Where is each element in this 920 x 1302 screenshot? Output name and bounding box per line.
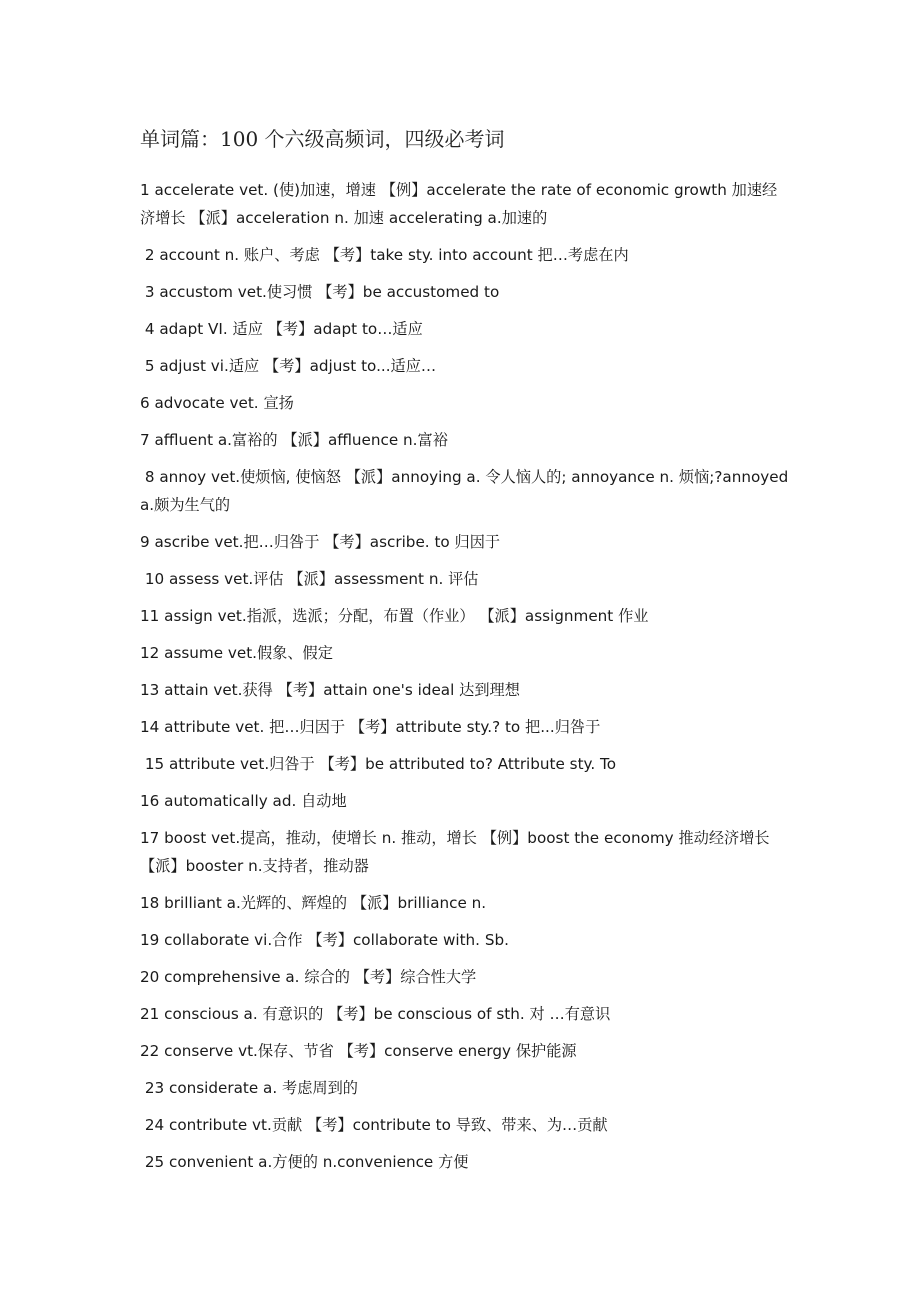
vocabulary-entry: 8 annoy vet.使烦恼, 使恼怒 【派】annoying a. 令人恼人的; annoyance n. 烦恼;?annoyed a.颇为生气的: [140, 468, 794, 514]
vocabulary-entry: 21 conscious a. 有意识的 【考】be conscious of sth. 对 …有意识: [140, 1005, 611, 1023]
vocabulary-entry: 18 brilliant a.光辉的、辉煌的 【派】brilliance n.: [140, 894, 487, 912]
vocabulary-entry: 5 adjust vi.适应 【考】adjust to...适应…: [140, 357, 437, 375]
vocabulary-entry: 17 boost vet.提高，推动，使增长 n. 推动，增长 【例】boost the economy 推动经济增长 【派】booster n.支持者，推动器: [140, 829, 775, 875]
vocabulary-entry: 6 advocate vet. 宣扬: [140, 394, 294, 412]
vocabulary-entry: 22 conserve vt.保存、节省 【考】conserve energy 保护能源: [140, 1042, 577, 1060]
vocabulary-entry: 3 accustom vet.使习惯 【考】be accustomed to: [140, 283, 500, 301]
vocabulary-entry: 12 assume vet.假象、假定: [140, 644, 333, 662]
vocabulary-entry: 10 assess vet.评估 【派】assessment n. 评估: [140, 570, 479, 588]
vocabulary-entry: 7 affluent a.富裕的 【派】affluence n.富裕: [140, 431, 448, 449]
vocabulary-entry: 16 automatically ad. 自动地: [140, 792, 347, 810]
vocabulary-entry: 19 collaborate vi.合作 【考】collaborate with. Sb.: [140, 931, 509, 949]
vocabulary-entry: 2 account n. 账户、考虑 【考】take sty. into account 把…考虑在内: [140, 246, 629, 264]
vocabulary-entry: 9 ascribe vet.把…归咎于 【考】ascribe. to 归因于: [140, 533, 501, 551]
page-title: 单词篇：100 个六级高频词，四级必考词: [140, 127, 505, 151]
vocabulary-entry: 14 attribute vet. 把…归因于 【考】attribute sty.? to 把...归咎于: [140, 718, 601, 736]
vocabulary-entry: 13 attain vet.获得 【考】attain one's ideal 达到理想: [140, 681, 520, 699]
vocabulary-entry: 20 comprehensive a. 综合的 【考】综合性大学: [140, 968, 477, 986]
vocabulary-entry: 25 convenient a.方便的 n.convenience 方便: [140, 1153, 469, 1171]
vocabulary-entry: 11 assign vet.指派，选派；分配，布置（作业） 【派】assignment 作业: [140, 607, 649, 625]
vocabulary-entry: 24 contribute vt.贡献 【考】contribute to 导致、带来、为…贡献: [140, 1116, 608, 1134]
vocabulary-entry: 23 considerate a. 考虑周到的: [140, 1079, 358, 1097]
vocabulary-entry: 15 attribute vet.归咎于 【考】be attributed to? Attribute sty. To: [140, 755, 616, 773]
vocabulary-entry: 1 accelerate vet. (使)加速，增速 【例】accelerate the rate of economic growth 加速经济增长 【派】acceleration n. 加速 accelerating a.加速的: [140, 181, 778, 227]
vocabulary-entry: 4 adapt VI. 适应 【考】adapt to…适应: [140, 320, 423, 338]
vocabulary-list: [140, 176, 794, 1185]
